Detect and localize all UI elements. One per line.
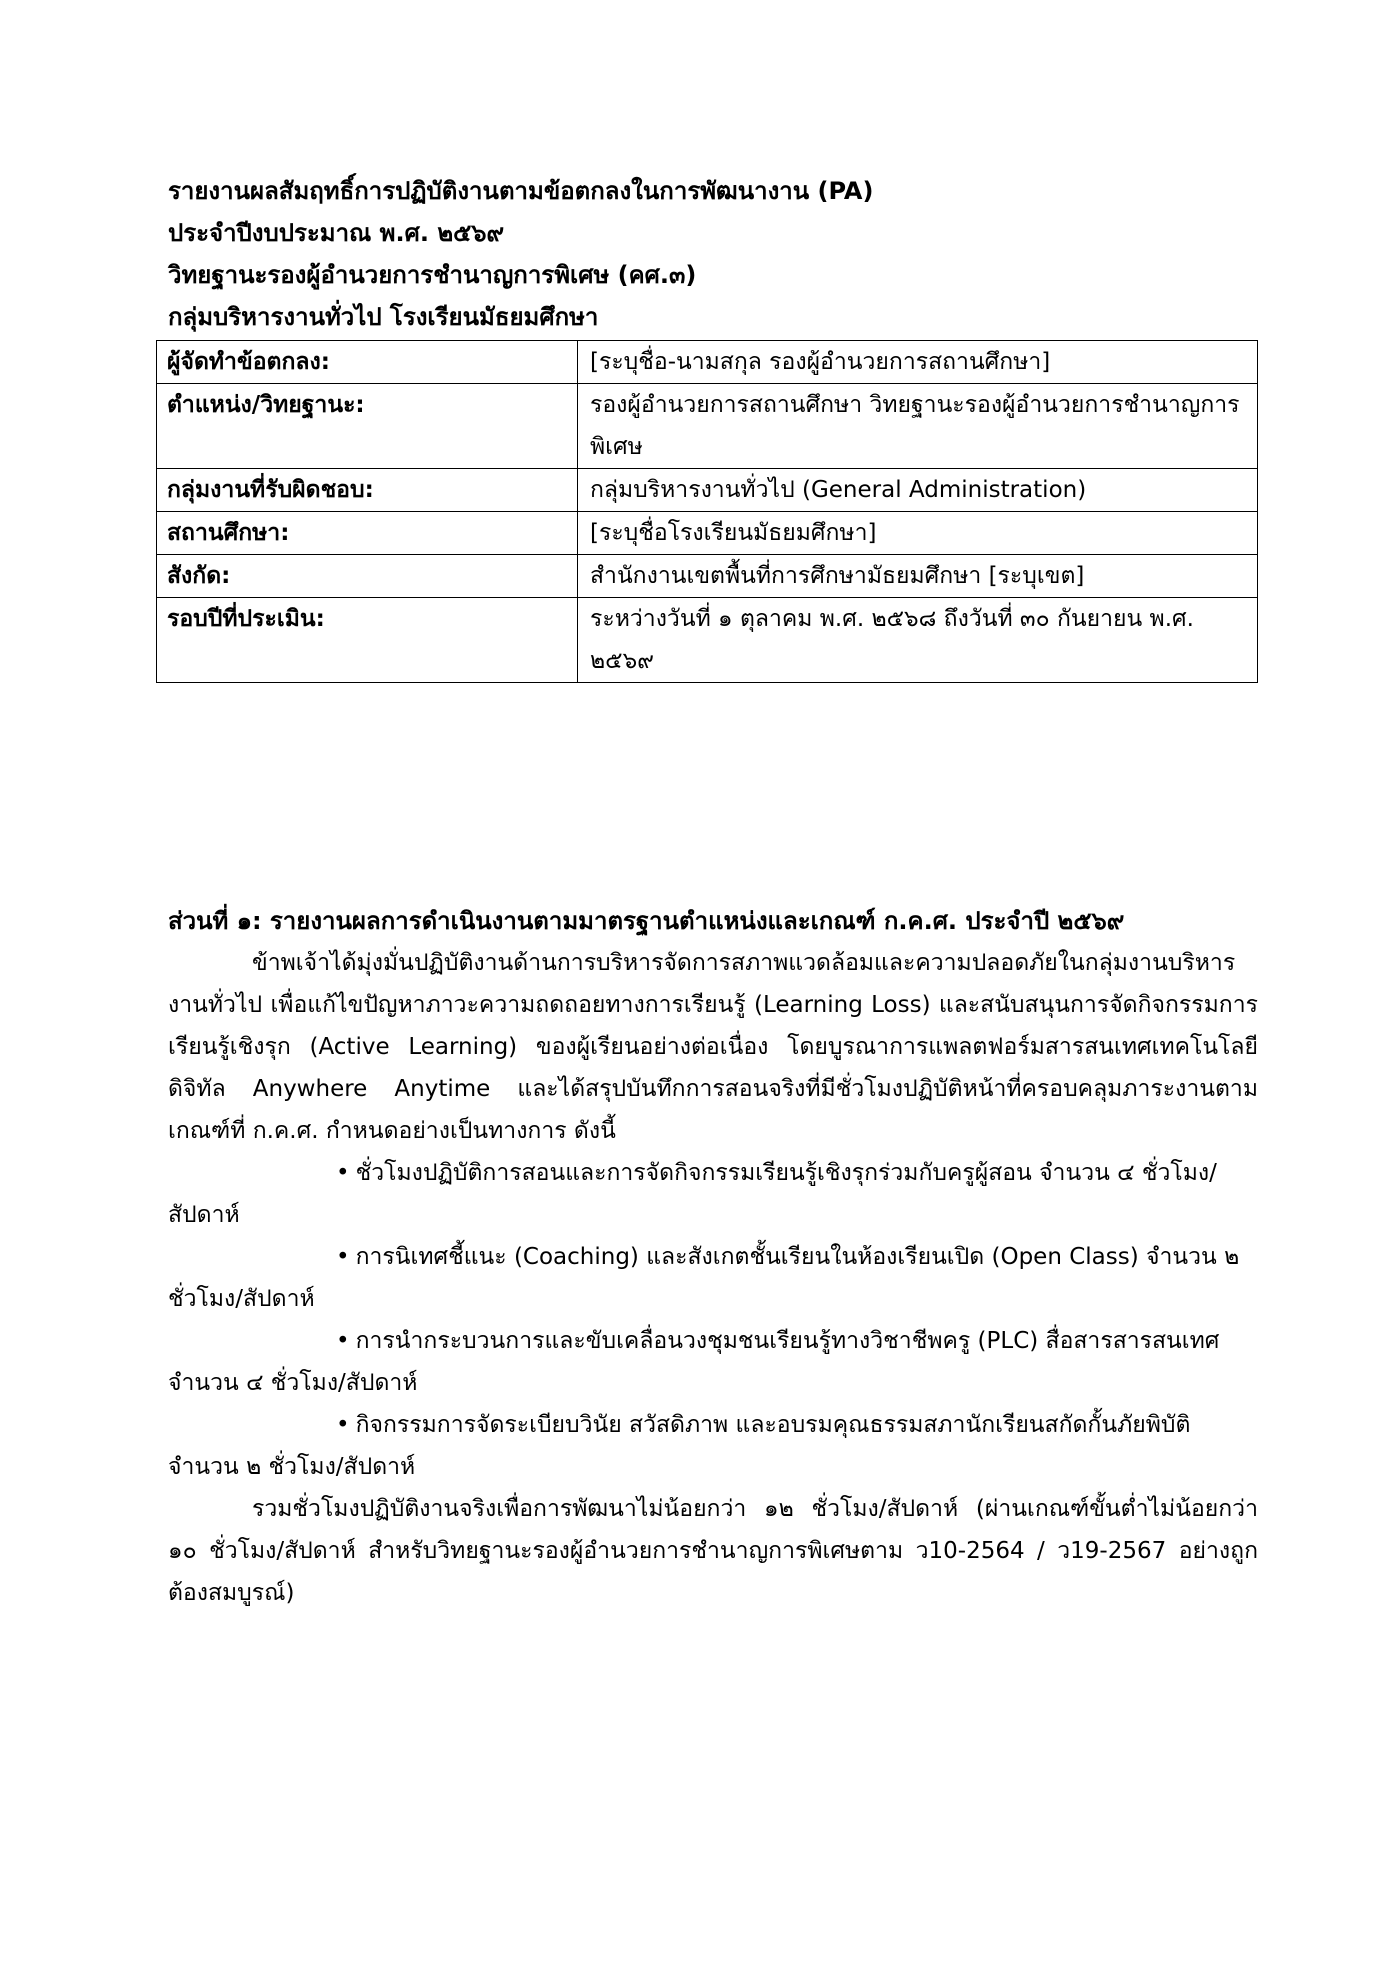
bullet-icon: • [336, 1160, 350, 1186]
table-row [157, 512, 1258, 555]
list-item [168, 1236, 1258, 1320]
document-header [168, 170, 1258, 338]
bullet-icon: • [336, 1244, 350, 1270]
bullet-icon: • [336, 1328, 350, 1354]
table-value: ระหว่างวันที่ ๑ ตุลาคม พ.ศ. ๒๕๖๘ ถึงวันที่ ๓๐ กันยายน พ.ศ. ๒๕๖๙ [578, 598, 1258, 683]
table-key: สังกัด: [157, 555, 578, 598]
table-value: สำนักงานเขตพื้นที่การศึกษามัธยมศึกษา [ระบุเขต] [578, 555, 1258, 598]
intro-paragraph: ข้าพเจ้าได้มุ่งมั่นปฏิบัติงานด้านการบริหารจัดการสภาพแวดล้อมและความปลอดภัยในกลุ่มงานบริหารงานทั่วไป เพื่อแก้ไขปัญหาภาวะความถดถอยทางการเรียนรู้ (Learning Loss) และสนับสนุนการจัดกิจกรรมการเรียนรู้เชิงรุก (Active Learning) ของผู้เรียนอย่างต่อเนื่อง โดยบูรณาการแพลตฟอร์มสารสนเทศเทคโนโลยีดิจิทัล Anywhere Anytime และได้สรุปบันทึกการสอนจริงที่มีชั่วโมงปฏิบัติหน้าที่ครอบคลุมภาระงานตามเกณฑ์ที่ ก.ค.ศ. กำหนดอย่างเป็นทางการ ดังนี้ [168, 950, 1258, 1144]
table-row [157, 598, 1258, 683]
academic-rank: วิทยฐานะรองผู้อำนวยการชำนาญการพิเศษ (คศ.๓) [168, 261, 697, 289]
department-school: กลุ่มบริหารงานทั่วไป โรงเรียนมัธยมศึกษา [168, 303, 599, 331]
list-item-text: ชั่วโมงปฏิบัติการสอนและการจัดกิจกรรมเรียนรู้เชิงรุกร่วมกับครูผู้สอน จำนวน ๔ ชั่วโมง/สัปดาห์ [168, 1160, 1217, 1228]
table-value: กลุ่มบริหารงานทั่วไป (General Administration) [578, 469, 1258, 512]
bullet-icon: • [336, 1412, 350, 1438]
table-key: ผู้จัดทำข้อตกลง: [157, 341, 578, 384]
list-item-text: กิจกรรมการจัดระเบียบวินัย สวัสดิภาพ และอบรมคุณธรรมสภานักเรียนสกัดกั้นภัยพิบัติ จำนวน ๒ ชั่วโมง/สัปดาห์ [168, 1412, 1191, 1480]
summary-paragraph: รวมชั่วโมงปฏิบัติงานจริงเพื่อการพัฒนาไม่น้อยกว่า ๑๒ ชั่วโมง/สัปดาห์ (ผ่านเกณฑ์ขั้นต่ำไม่น้อยกว่า ๑๐ ชั่วโมง/สัปดาห์ สำหรับวิทยฐานะรองผู้อำนวยการชำนาญการพิเศษตาม ว10-2564 / ว19-2567 อย่างถูกต้องสมบูรณ์) [168, 1496, 1258, 1606]
table-row [157, 384, 1258, 469]
info-table [156, 340, 1258, 683]
fiscal-year: ประจำปีงบประมาณ พ.ศ. ๒๕๖๙ [168, 219, 505, 247]
list-item-text: การนิเทศชี้แนะ (Coaching) และสังเกตชั้นเรียนในห้องเรียนเปิด (Open Class) จำนวน ๒ ชั่วโมง/สัปดาห์ [168, 1244, 1240, 1312]
table-row [157, 555, 1258, 598]
document-page [167, 170, 1258, 1606]
table-value: [ระบุชื่อ-นามสกุล รองผู้อำนวยการสถานศึกษา] [578, 341, 1258, 384]
table-key: สถานศึกษา: [157, 512, 578, 555]
table-value: [ระบุชื่อโรงเรียนมัธยมศึกษา] [578, 512, 1258, 555]
section-heading: ส่วนที่ ๑: รายงานผลการดำเนินงานตามมาตรฐานตำแหน่งและเกณฑ์ ก.ค.ศ. ประจำปี ๒๕๖๙ [168, 907, 1125, 935]
table-key: รอบปีที่ประเมิน: [157, 598, 578, 683]
report-title: รายงานผลสัมฤทธิ์การปฏิบัติงานตามข้อตกลงในการพัฒนางาน (PA) [168, 177, 874, 205]
table-row [157, 469, 1258, 512]
table-key: กลุ่มงานที่รับผิดชอบ: [157, 469, 578, 512]
list-item [168, 1404, 1258, 1488]
table-key: ตำแหน่ง/วิทยฐานะ: [157, 384, 578, 469]
table-value: รองผู้อำนวยการสถานศึกษา วิทยฐานะรองผู้อำนวยการชำนาญการพิเศษ [578, 384, 1258, 469]
list-item-text: การนำกระบวนการและขับเคลื่อนวงชุมชนเรียนรู้ทางวิชาชีพครู (PLC) สื่อสารสารสนเทศ จำนวน ๔ ชั่วโมง/สัปดาห์ [168, 1328, 1220, 1396]
list-item [168, 1320, 1258, 1404]
section-1 [168, 900, 1258, 1614]
table-row [157, 341, 1258, 384]
list-item [168, 1152, 1258, 1236]
